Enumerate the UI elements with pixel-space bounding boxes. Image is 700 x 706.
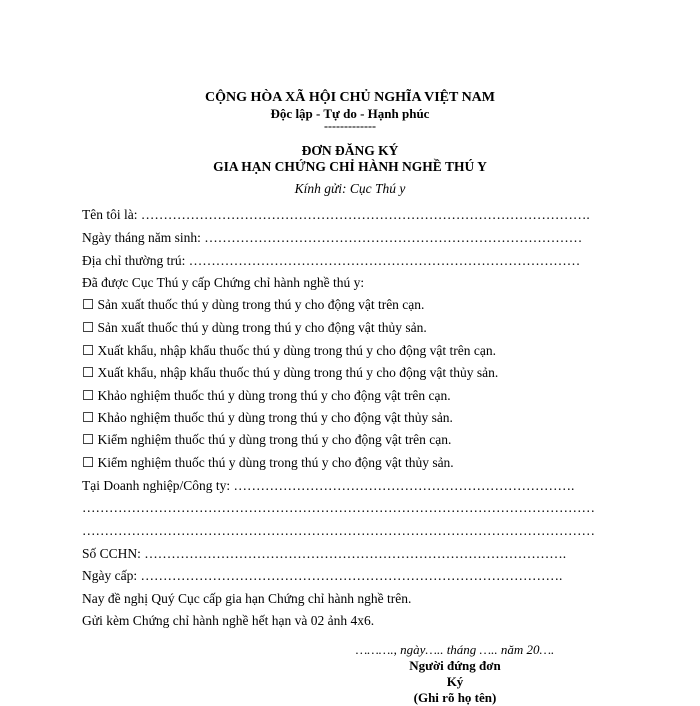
option-item: ☐ Xuất khẩu, nhập khẩu thuốc thú y dùng trong thú y cho động vật trên cạn.: [82, 343, 497, 358]
nation-header: CỘNG HÒA XÃ HỘI CHỦ NGHĨA VIỆT NAM: [204, 90, 495, 105]
attachment-text: Gửi kèm Chứng chỉ hành nghề hết hạn và 02 ảnh 4x6.: [82, 613, 375, 628]
field-cert-number: Số CCHN: ………………………………………………………………………………….: [82, 546, 567, 561]
signature-role: Người đứng đơn: [409, 658, 501, 673]
field-granted: Đã được Cục Thú y cấp Chứng chỉ hành nghề thú y:: [82, 275, 365, 290]
signature-sign: Ký: [446, 674, 464, 689]
option-item: ☐ Khảo nghiệm thuốc thú y dùng trong thú y cho động vật thủy sản.: [82, 410, 453, 425]
separator: -------------: [324, 119, 376, 133]
request-text: Nay đề nghị Quý Cục cấp gia hạn Chứng chỉ hành nghề trên.: [82, 591, 412, 606]
option-item: ☐ Sản xuất thuốc thú y dùng trong thú y cho động vật trên cạn.: [82, 297, 425, 312]
form-title-line2: GIA HẠN CHỨNG CHỈ HÀNH NGHỀ THÚ Y: [213, 159, 487, 174]
option-item: ☐ Xuất khẩu, nhập khẩu thuốc thú y dùng trong thú y cho động vật thủy sản.: [82, 365, 499, 380]
field-dob: Ngày tháng năm sinh: …………………………………………………………………………: [82, 230, 583, 245]
field-company-continued: ……………………………………………………………………………………………………: [82, 523, 595, 538]
form-title-line1: ĐƠN ĐĂNG KÝ: [301, 143, 399, 158]
recipient: Kính gửi: Cục Thú y: [294, 181, 406, 196]
signature-date: ………., ngày….. tháng ….. năm 20….: [355, 642, 555, 657]
field-name: Tên tôi là: ……………………………………………………………………………………….: [82, 207, 590, 222]
signature-note: (Ghi rõ họ tên): [413, 690, 497, 705]
option-item: ☐ Kiểm nghiệm thuốc thú y dùng trong thú y cho động vật trên cạn.: [82, 432, 452, 447]
option-item: ☐ Khảo nghiệm thuốc thú y dùng trong thú y cho động vật trên cạn.: [82, 388, 451, 403]
field-cert-issued: Ngày cấp: ………………………………………………………………………………….: [82, 568, 563, 583]
option-item: ☐ Kiểm nghiệm thuốc thú y dùng trong thú y cho động vật thủy sản.: [82, 455, 454, 470]
field-address: Địa chỉ thường trú: ……………………………………………………………………………: [82, 253, 581, 268]
field-company-continued: ……………………………………………………………………………………………………: [82, 500, 595, 515]
option-item: ☐ Sản xuất thuốc thú y dùng trong thú y cho động vật thủy sản.: [82, 320, 427, 335]
field-company: Tại Doanh nghiệp/Công ty: ………………………………………………………………….: [82, 478, 575, 493]
motto: Độc lập - Tự do - Hạnh phúc: [270, 106, 430, 121]
